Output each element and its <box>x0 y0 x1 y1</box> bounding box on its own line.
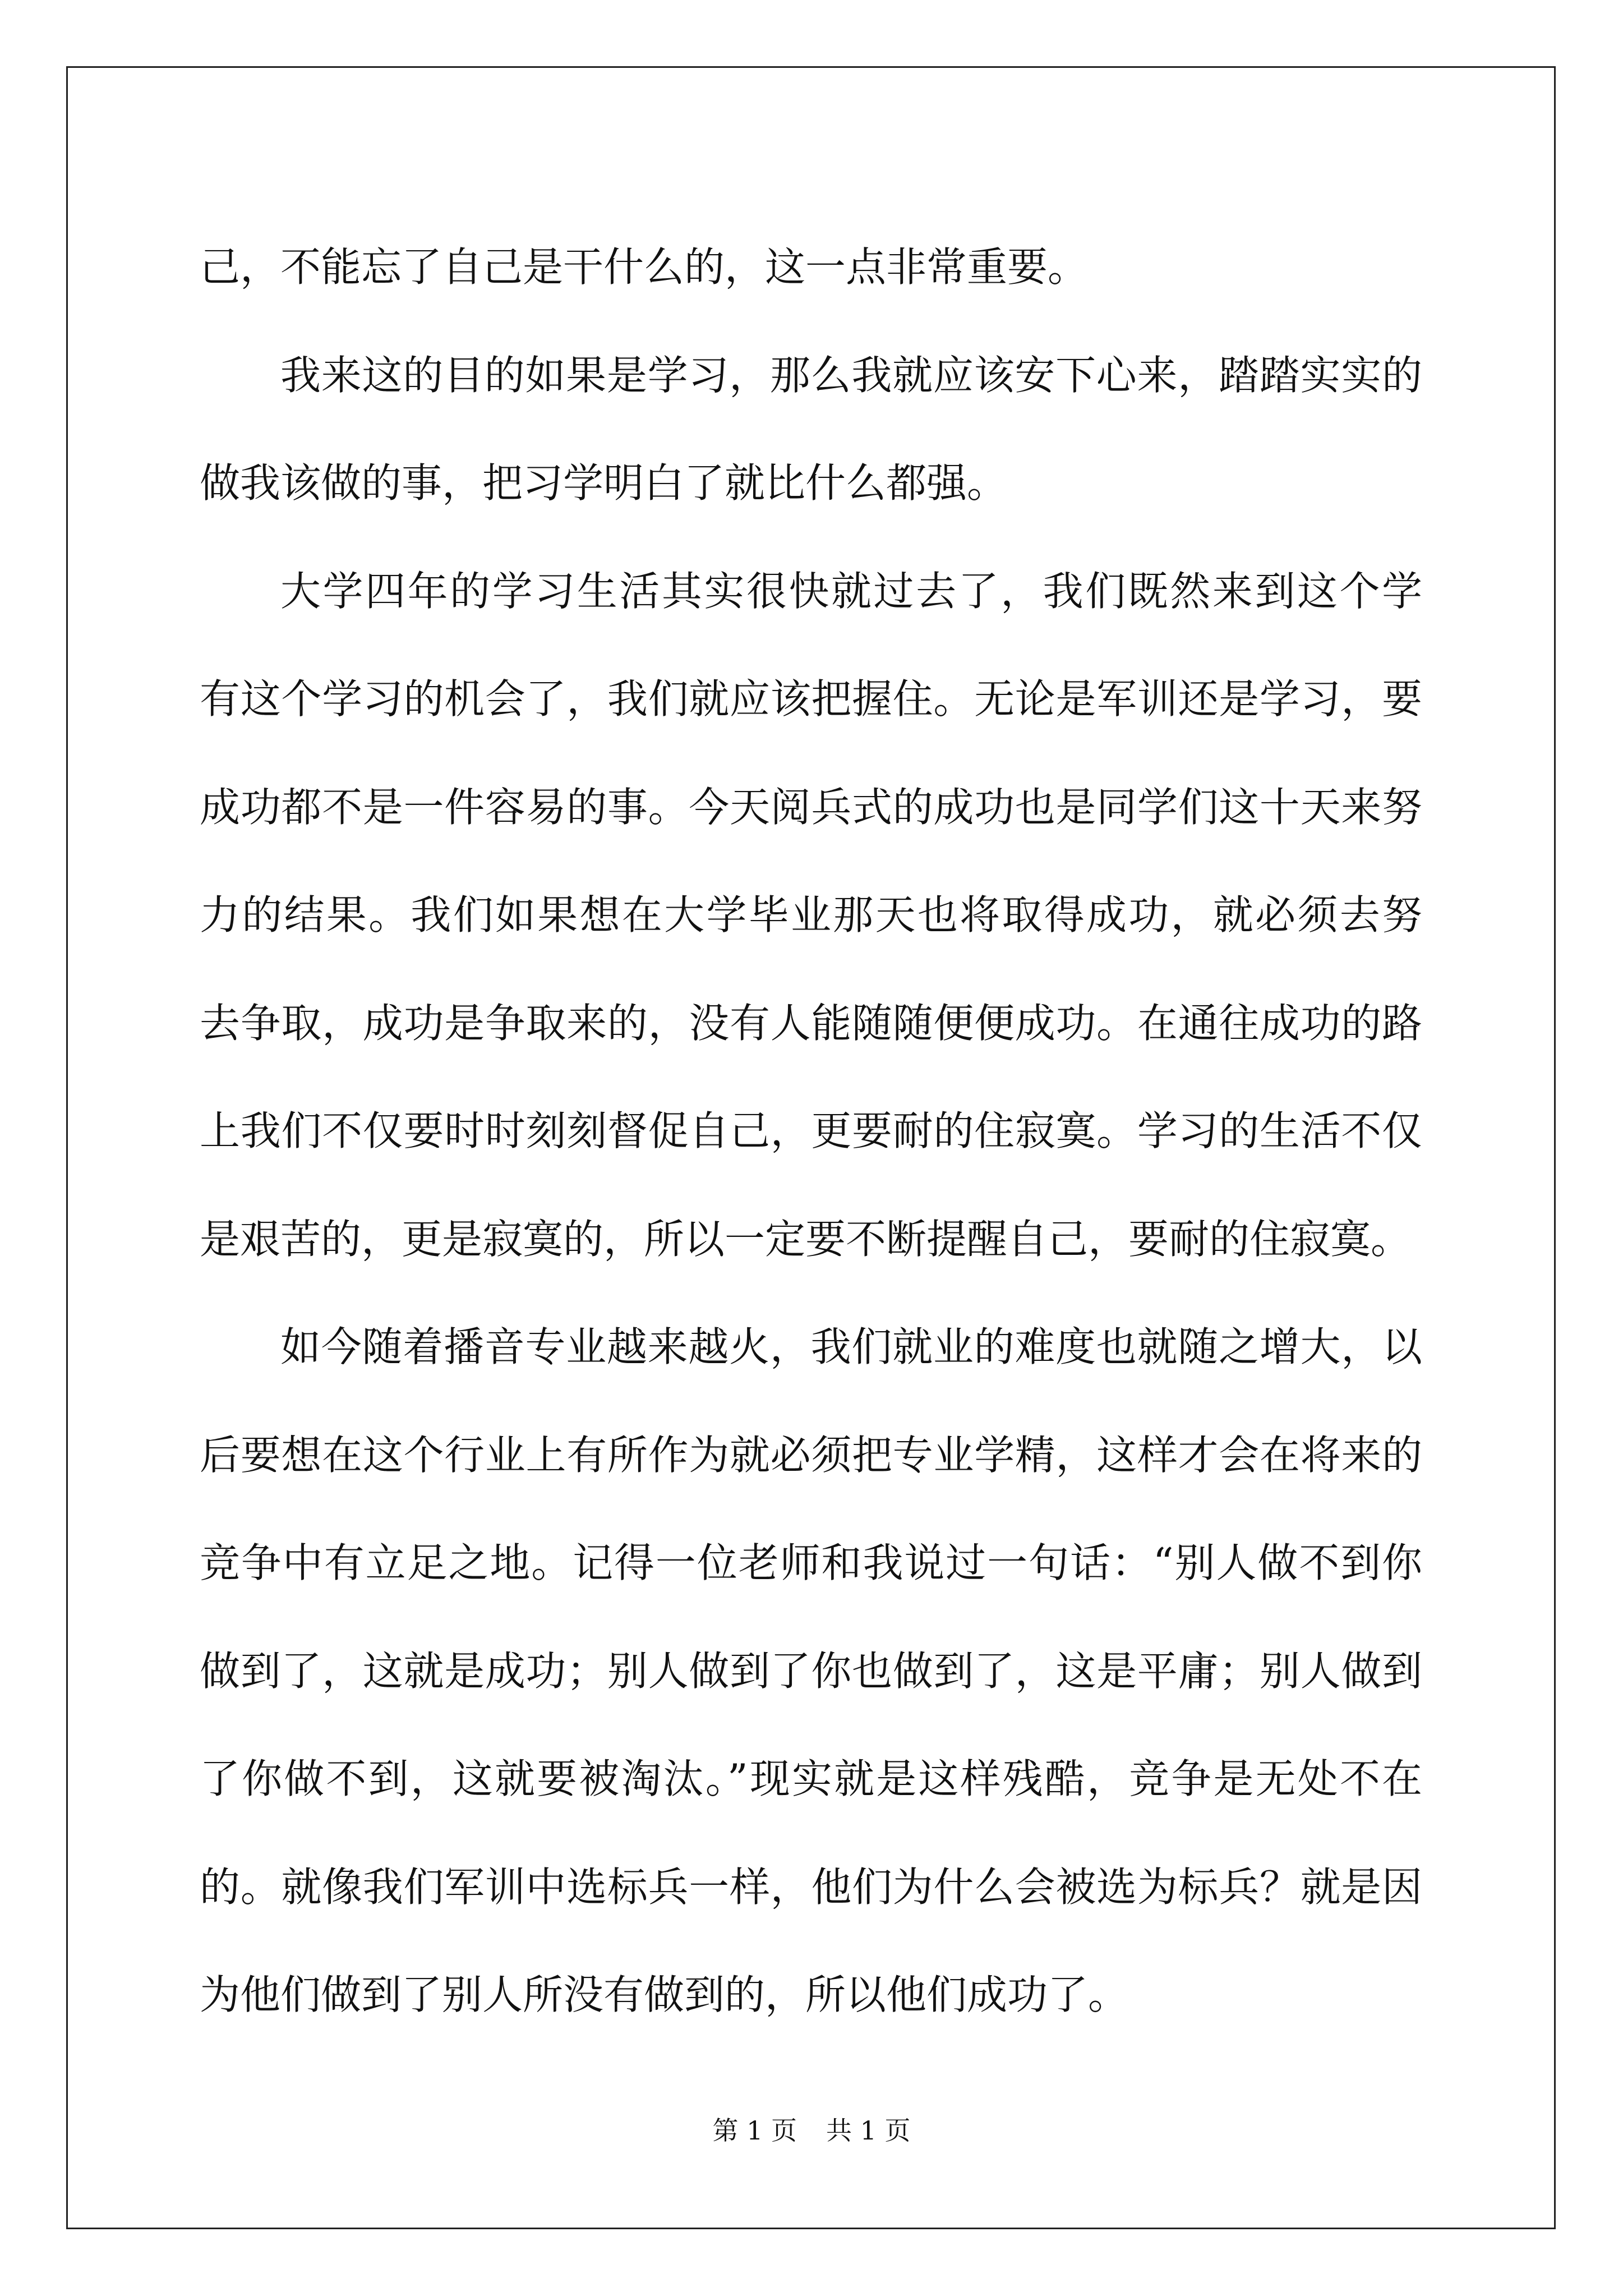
text-line: 竞争中有立足之地。记得一位老师和我说过一句话：“别人做不到你 <box>200 1539 1422 1586</box>
text-line: 有这个学习的机会了，我们就应该把握住。无论是军训还是学习，要 <box>200 675 1422 723</box>
text-line: 上我们不仅要时时刻刻督促自己，更要耐的住寂寞。学习的生活不仅 <box>200 1107 1422 1154</box>
text-line: 我来这的目的如果是学习，那么我就应该安下心来，踏踏实实的 <box>280 351 1422 399</box>
page-total: 共 1 页 <box>826 2115 911 2146</box>
text-line: 大学四年的学习生活其实很快就过去了，我们既然来到这个学 <box>280 567 1422 615</box>
document-body <box>200 213 1422 2049</box>
text-line: 去争取，成功是争取来的，没有人能随随便便成功。在通往成功的路 <box>200 999 1422 1047</box>
page-number: 第 1 页 <box>712 2115 797 2146</box>
text-line: 是艰苦的，更是寂寞的，所以一定要不断提醒自己，要耐的住寂寞。 <box>200 1215 1412 1263</box>
text-line: 的。就像我们军训中选标兵一样，他们为什么会被选为标兵？就是因 <box>200 1863 1422 1911</box>
text-line: 做到了，这就是成功；别人做到了你也做到了，这是平庸；别人做到 <box>200 1647 1422 1695</box>
text-line: 为他们做到了别人所没有做到的，所以他们成功了。 <box>200 1971 1129 2018</box>
text-line: 成功都不是一件容易的事。今天阅兵式的成功也是同学们这十天来努 <box>200 783 1422 831</box>
text-line: 己，不能忘了自己是干什么的，这一点非常重要。 <box>200 243 1089 291</box>
text-line: 如今随着播音专业越来越火，我们就业的难度也就随之增大，以 <box>280 1323 1422 1370</box>
text-line: 了你做不到，这就要被淘汰。”现实就是这样残酷，竞争是无处不在 <box>200 1755 1422 1802</box>
text-line: 力的结果。我们如果想在大学毕业那天也将取得成功，就必须去努 <box>200 891 1422 938</box>
text-line: 做我该做的事，把习学明白了就比什么都强。 <box>200 459 1008 507</box>
page-footer <box>0 2115 1623 2146</box>
text-line: 后要想在这个行业上有所作为就必须把专业学精，这样才会在将来的 <box>200 1431 1422 1479</box>
